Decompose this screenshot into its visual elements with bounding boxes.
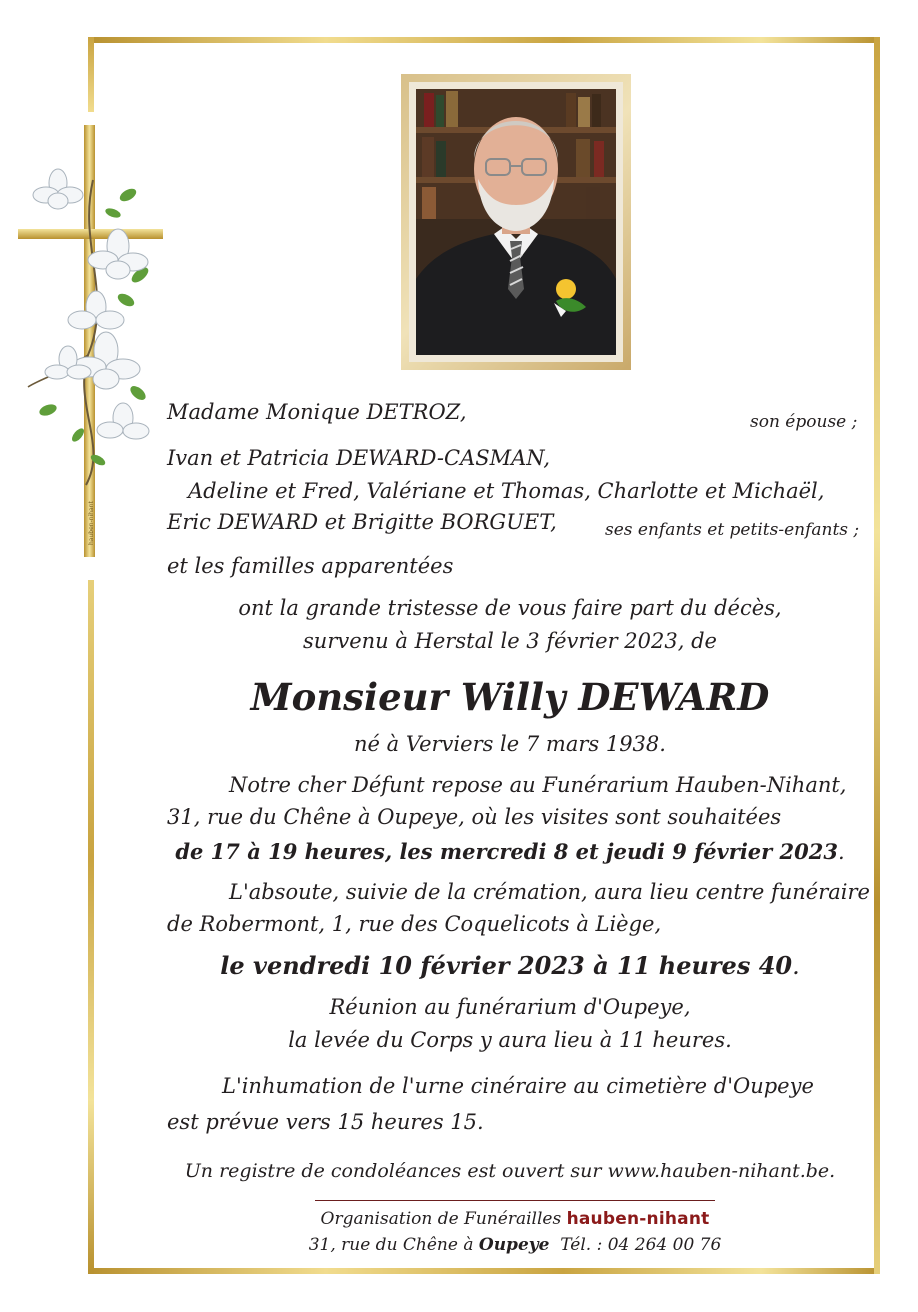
visits-line-2: 31, rue du Chêne à Oupeye, où les visites sont souhaitées [167, 805, 782, 829]
ceremony-datetime-line [160, 951, 860, 980]
border-top [88, 37, 880, 43]
spouse-name: Madame Monique DETROZ, [167, 400, 467, 424]
border-left-bottom [88, 580, 94, 1274]
portrait-photo [416, 89, 616, 355]
cross-with-flowers-icon [18, 125, 168, 560]
ceremony-line-2: de Robermont, 1, rue des Coquelicots à Liège, [167, 912, 662, 936]
footer-divider [315, 1200, 715, 1201]
condolence-registry: Un registre de condoléances est ouvert sur www.hauben-nihant.be. [184, 1160, 836, 1182]
related-families: et les familles apparentées [167, 554, 454, 578]
children-relation: ses enfants et petits-enfants ; [605, 520, 860, 540]
address-prefix: 31, rue du Chêne à [308, 1235, 474, 1255]
address-city: Oupeye [478, 1235, 550, 1255]
announcement-line-2: survenu à Herstal le 3 février 2023, de [303, 629, 717, 653]
border-bottom [88, 1268, 880, 1274]
spouse-relation: son épouse ; [750, 412, 858, 432]
birth-info: né à Verviers le 7 mars 1938. [354, 732, 666, 756]
funeral-address-line [265, 1237, 765, 1254]
gathering-line-1: Réunion au funérarium d'Oupeye, [329, 995, 691, 1019]
ceremony-datetime-end: . [792, 952, 800, 980]
cross-watermark: hauben-nihant [88, 501, 95, 545]
brand-logo: hauben-nihant [566, 1209, 710, 1229]
burial-line-2: est prévue vers 15 heures 15. [167, 1110, 484, 1134]
portrait-mat [409, 82, 623, 362]
children-line-1: Ivan et Patricia DEWARD-CASMAN, [167, 446, 550, 470]
children-line-2: Eric DEWARD et Brigitte BORGUET, [167, 510, 557, 534]
org-label: Organisation de Funérailles [320, 1209, 562, 1229]
border-left-top [88, 37, 94, 112]
visits-line-1: Notre cher Défunt repose au Funérarium Hauben-Nihant, [229, 773, 847, 797]
ceremony-datetime: le vendredi 10 février 2023 à 11 heures 40 [220, 951, 793, 980]
grandchildren-line: Adeline et Fred, Valériane et Thomas, Charlotte et Michaël, [188, 479, 825, 503]
announcement-line-1: ont la grande tristesse de vous faire part du décès, [238, 596, 782, 620]
visits-schedule: de 17 à 19 heures, les mercredi 8 et jeudi 9 février 2023 [175, 839, 838, 864]
phone-number: Tél. : 04 264 00 76 [560, 1235, 722, 1255]
visits-schedule-end: . [837, 840, 845, 864]
ceremony-line-1: L'absoute, suivie de la crémation, aura lieu centre funéraire [229, 880, 870, 904]
gathering-line-2: la levée du Corps y aura lieu à 11 heures. [288, 1028, 732, 1052]
deceased-name: Monsieur Willy DEWARD [250, 675, 770, 719]
burial-line-1: L'inhumation de l'urne cinéraire au cimetière d'Oupeye [222, 1074, 814, 1098]
funeral-organization-line [265, 1211, 765, 1228]
visits-schedule-line [160, 841, 860, 863]
portrait-frame [401, 74, 631, 370]
border-right [874, 37, 880, 1274]
